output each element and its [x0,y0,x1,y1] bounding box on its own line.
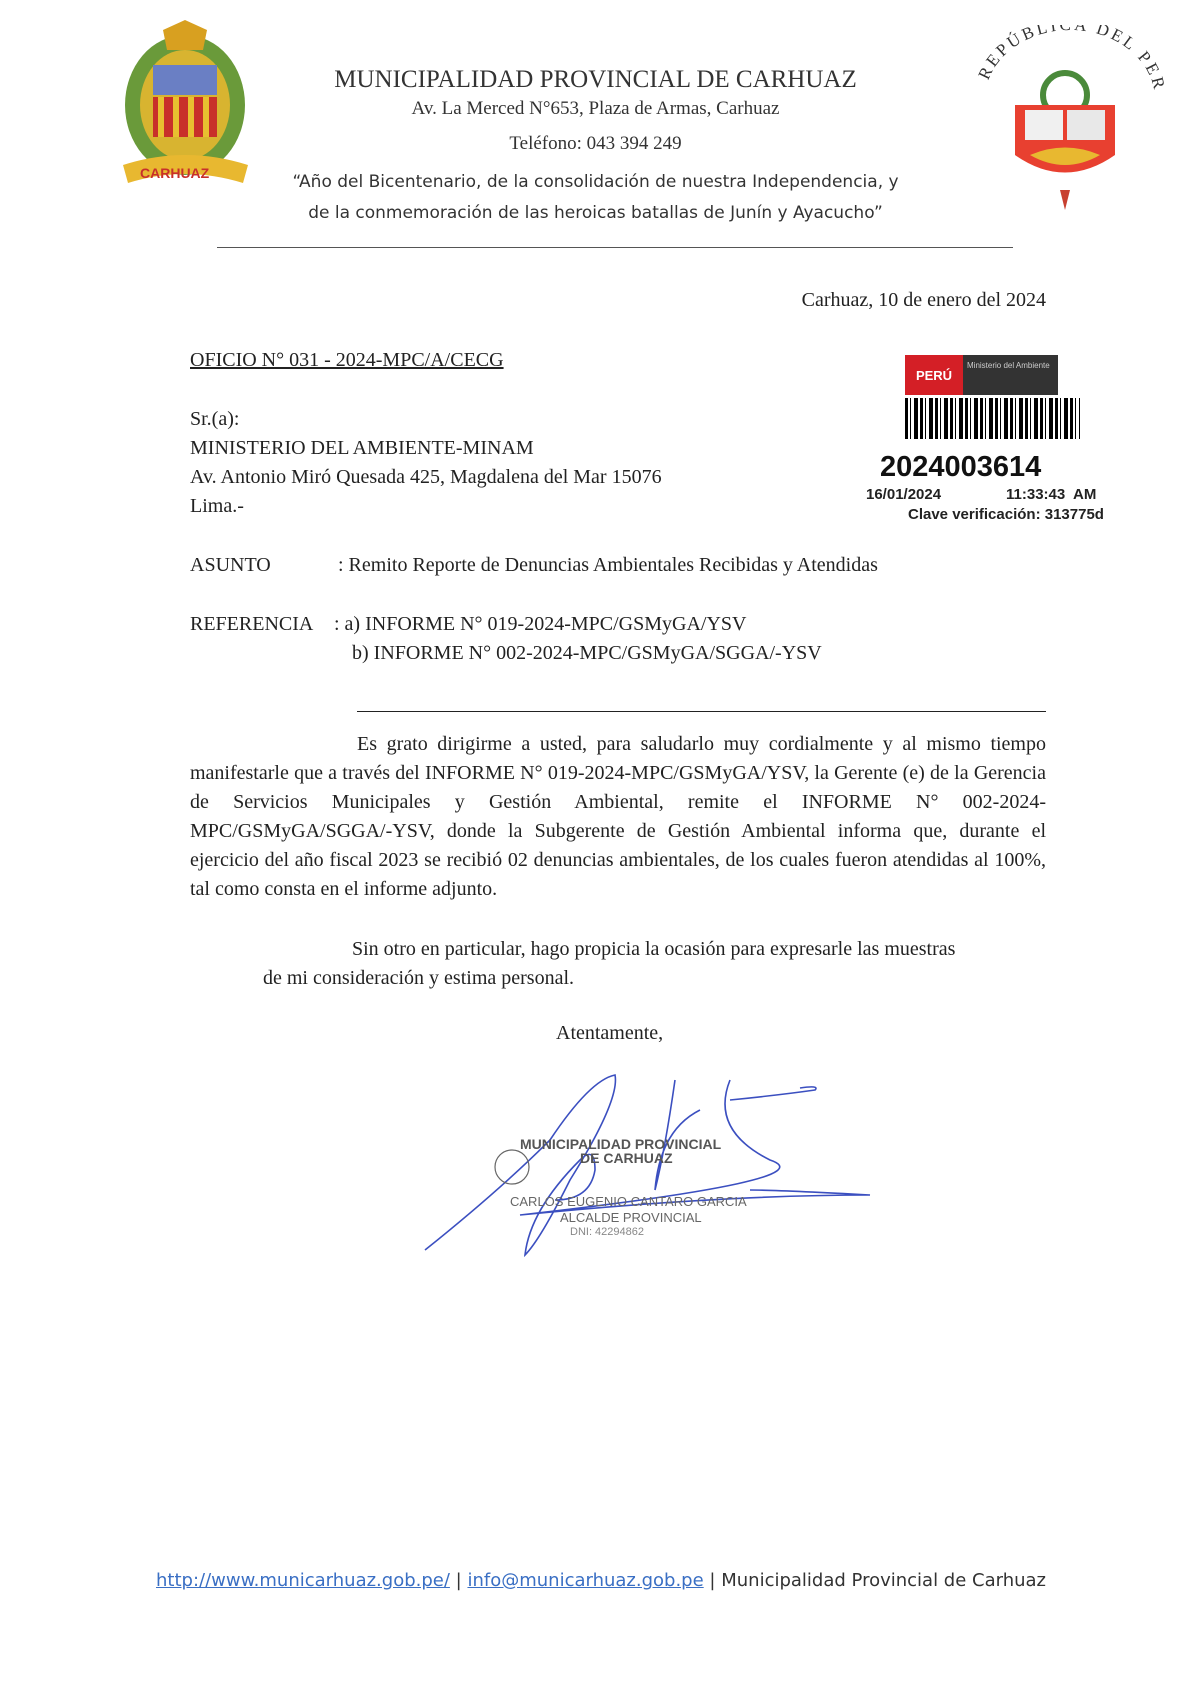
recipient-name: MINISTERIO DEL AMBIENTE-MINAM [190,437,534,459]
recipient-city: Lima.- [190,495,244,517]
asunto-label: ASUNTO [190,554,271,576]
footer-separator: | [709,1570,722,1591]
ministry-brand-label: Ministerio del Ambiente [963,355,1058,395]
signature-org-line1: MUNICIPALIDAD PROVINCIAL [520,1136,722,1152]
signatory-role: ALCALDE PROVINCIAL [560,1210,702,1225]
footer [0,1570,1046,1591]
header-motto-line1: “Año del Bicentenario, de la consolidación de nuestra Independencia, y [292,172,899,192]
stamp-verification-key: Clave verificación: 313775d [908,506,1104,523]
ministry-brand-banner [905,355,1058,395]
referencia-a: : a) INFORME N° 019-2024-MPC/GSMyGA/YSV [334,613,747,635]
footer-org: Municipalidad Provincial de Carhuaz [721,1570,1046,1591]
signature-block [420,1070,880,1270]
oficio-number: OFICIO N° 031 - 2024-MPC/A/CECG [190,349,504,371]
signatory-name: CARLOS EUGENIO CANTARO GARCIA [510,1194,747,1209]
letter-date: Carhuaz, 10 de enero del 2024 [801,289,1046,311]
svg-text:REPÚBLICA DEL PERÚ: REPÚBLI A DEL PER [974,25,1170,94]
closing: Atentamente, [556,1022,664,1044]
logo-text: CARHUAZ [140,165,210,181]
header-phone: Teléfono: 043 394 249 [509,133,682,154]
peru-national-seal [965,25,1170,215]
footer-website-link[interactable]: http://www.municarhuaz.gob.pe/ [156,1570,450,1591]
stamp-time: 11:33:43 AM [1006,486,1097,503]
referencia-label: REFERENCIA [190,613,314,635]
header-divider [217,247,1013,248]
barcode [905,398,1080,439]
recipient-address: Av. Antonio Miró Quesada 425, Magdalena del Mar 15076 [190,466,662,488]
footer-separator: | [455,1570,468,1591]
reference-divider [357,711,1046,712]
handwritten-signature [420,1070,880,1270]
peru-brand-label: PERÚ [905,355,963,395]
body-paragraph-2-line2: de mi consideración y estima personal. [263,967,575,989]
header-motto-line2: de la conmemoración de las heroicas batallas de Junín y Ayacucho” [308,203,883,223]
stamp-date: 16/01/2024 [866,486,942,503]
header-title: MUNICIPALIDAD PROVINCIAL DE CARHUAZ [334,66,857,93]
asunto-text: : Remito Reporte de Denuncias Ambientales Recibidas y Atendidas [338,554,878,576]
signatory-dni: DNI: 42294862 [570,1226,644,1238]
referencia-b: b) INFORME N° 002-2024-MPC/GSMyGA/SGGA/-YSV [352,642,822,664]
seal-icon [495,1150,529,1184]
signature-org-line2: DE CARHUAZ [580,1150,673,1166]
footer-email-link[interactable]: info@municarhuaz.gob.pe [467,1570,704,1591]
recipient-salutation: Sr.(a): [190,408,240,430]
body-paragraph-2-line1: Sin otro en particular, hago propicia la ocasión para expresarle las muestras [352,938,956,960]
stamp-registration-number: 2024003614 [880,451,1042,483]
body-paragraph-1: Es grato dirigirme a usted, para saludarlo muy cordialmente y al mismo tiempo manifestarle que a través del INFORME N° 019-2024-MPC/GSMyGA/YSV, la Gerente (e) de la Gerencia de Servicios Municipales y Gestión Ambiental, remite el INFORME N° 002-2024-MPC/GSMyGA/SGGA/-YSV, donde la Subgerente de Gestión Ambiental informa que, durante el ejercicio del año fiscal 2023 se recibió 02 denuncias ambientales, de los cuales fueron atendidas al 100%, tal como consta en el informe adjunto. [190,733,1046,900]
header-address: Av. La Merced N°653, Plaza de Armas, Carhuaz [411,98,780,119]
